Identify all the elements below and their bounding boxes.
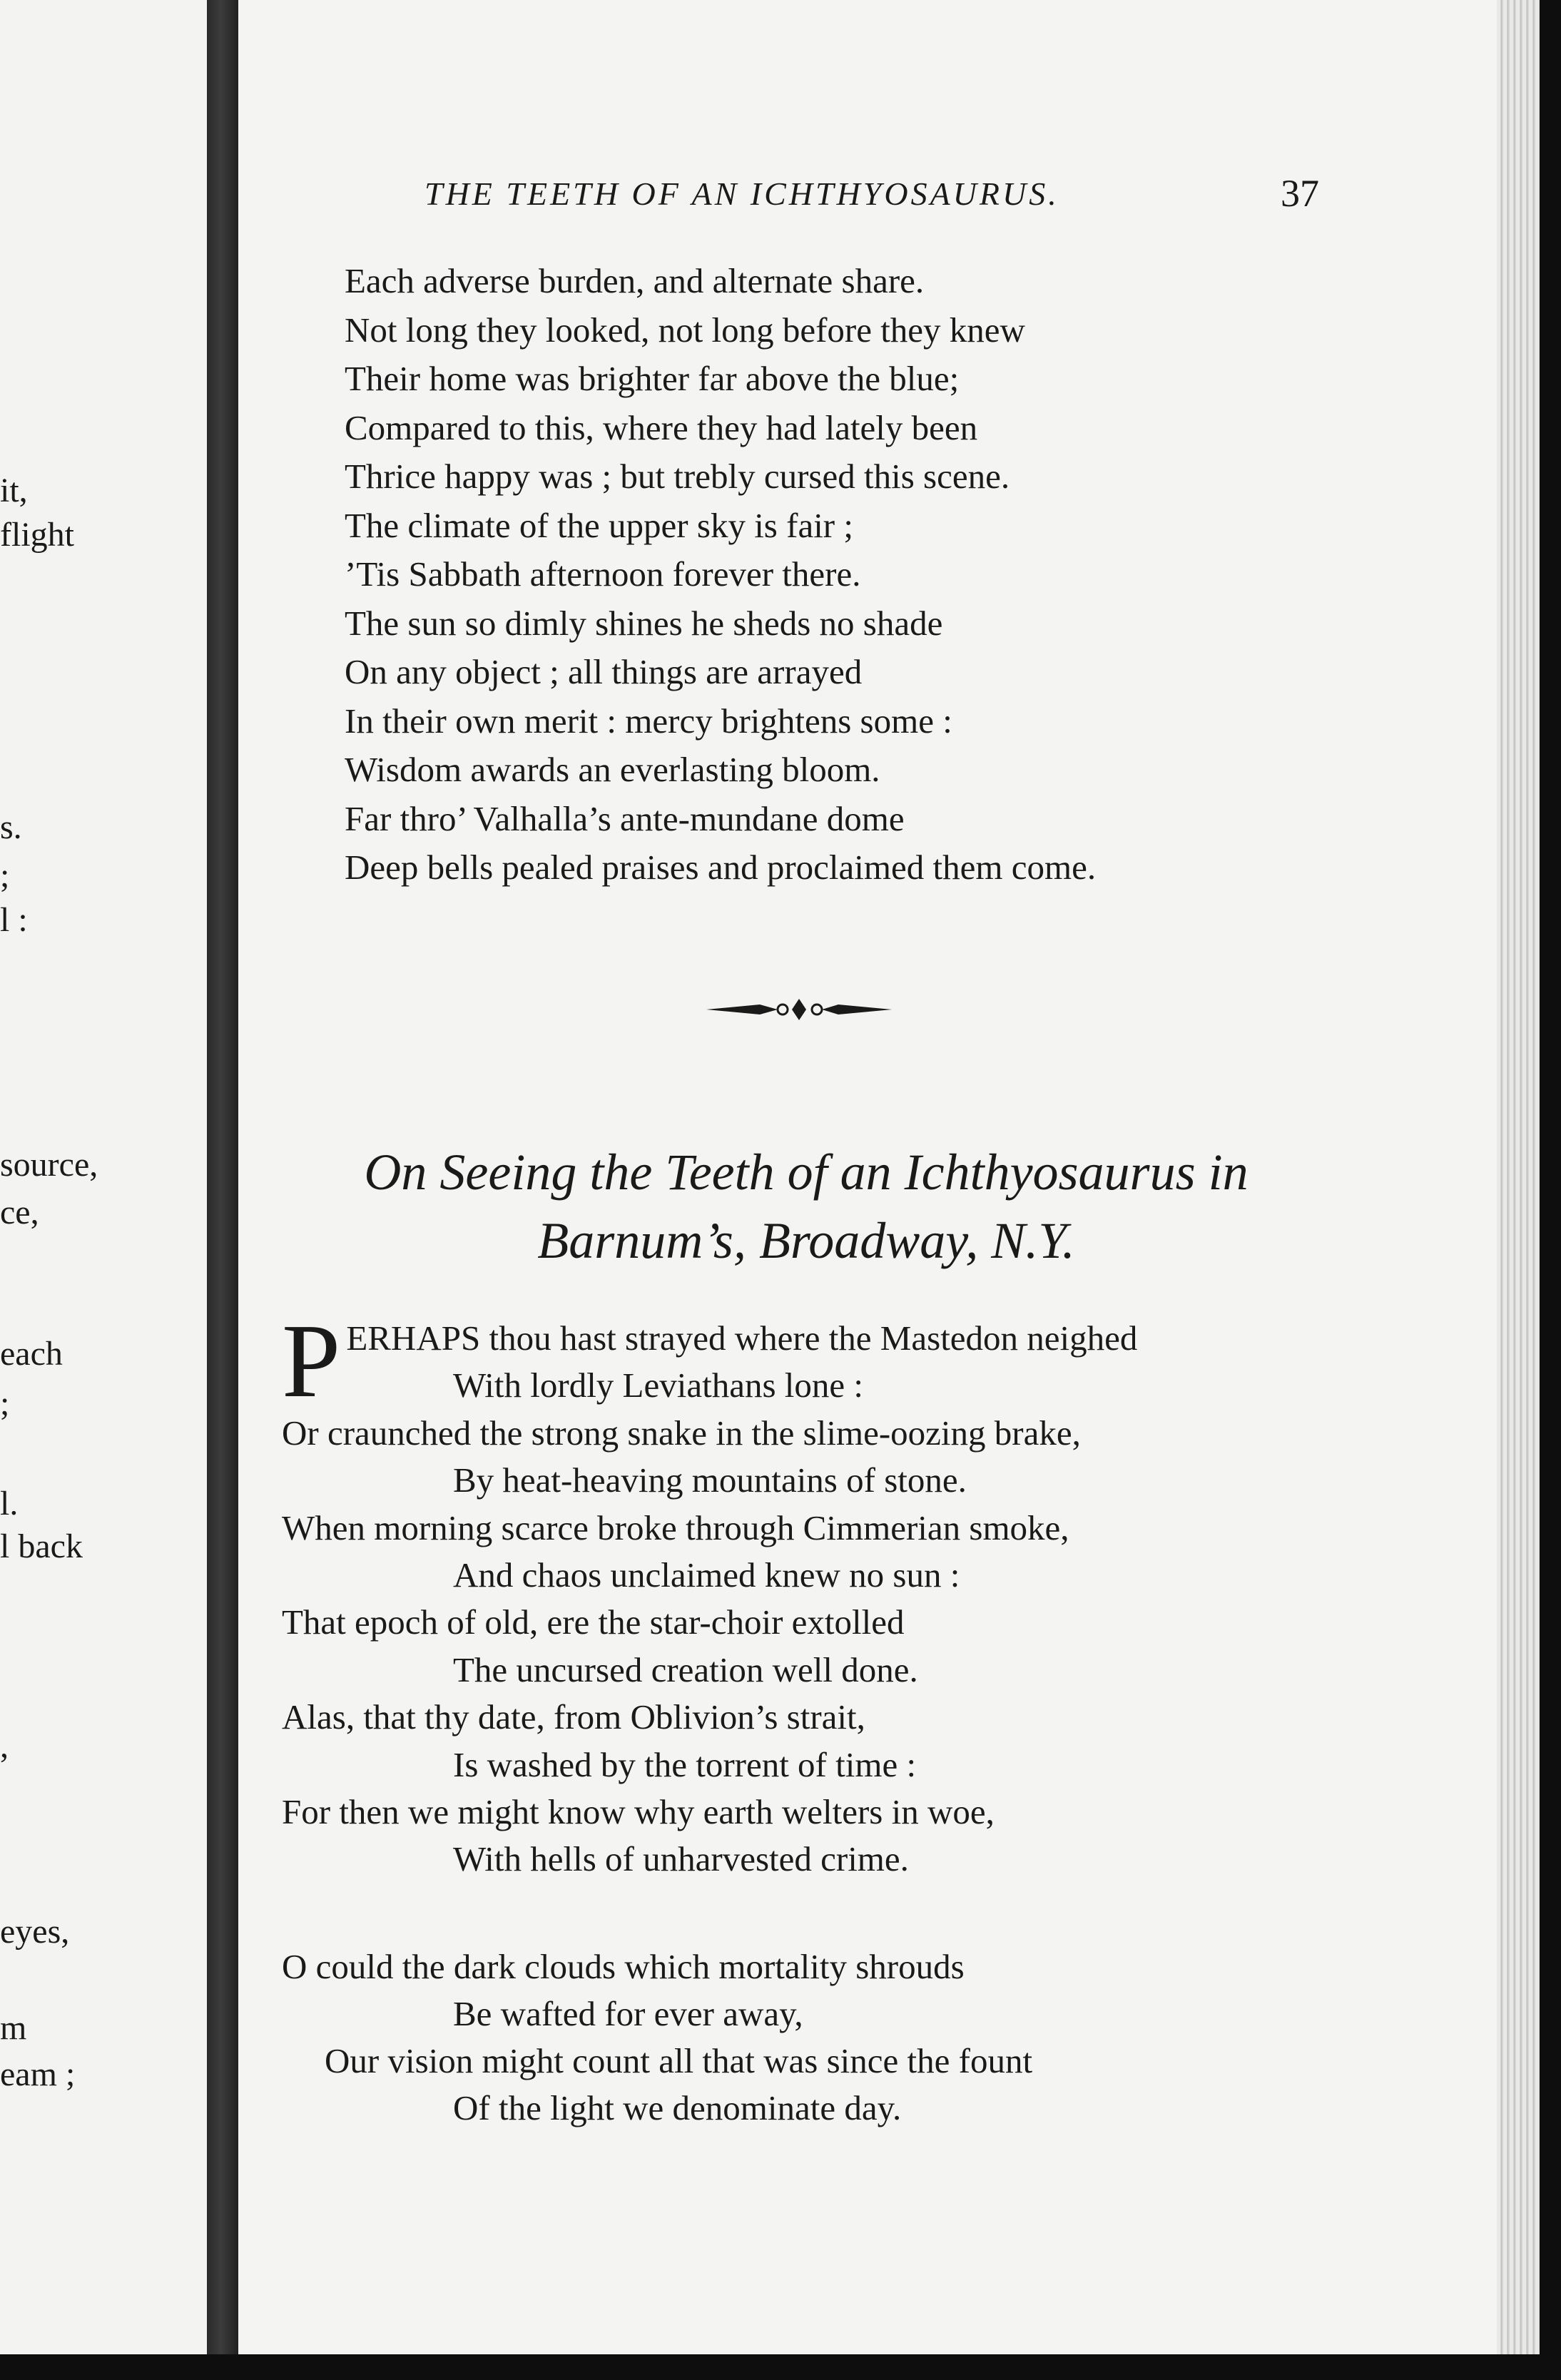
verse-line: With hells of unharvested crime. [453, 1839, 909, 1879]
scan-border [0, 2354, 1561, 2380]
verse-line: Is washed by the torrent of time : [453, 1744, 917, 1784]
left-page-text: eam ; [0, 2055, 76, 2093]
page-number: 37 [1281, 172, 1319, 215]
poem-stanza [282, 1943, 1032, 2132]
left-page-text: l back [0, 1527, 83, 1565]
poem-stanza-continued [345, 257, 1096, 892]
verse-line: For then we might know why earth welters in woe, [282, 1792, 995, 1832]
verse-line: Their home was brighter far above the blue; [345, 359, 960, 398]
verse-line: In their own merit : mercy brightens some : [345, 701, 952, 741]
verse-line: The sun so dimly shines he sheds no shade [345, 603, 943, 643]
book-gutter [207, 0, 238, 2354]
left-page-text: ; [0, 1385, 10, 1423]
verse-line: Thrice happy was ; but trebly cursed this scene. [345, 457, 1010, 496]
running-head: THE TEETH OF AN ICHTHYOSAURUS. [424, 176, 1059, 212]
poem-title [275, 1138, 1338, 1275]
poem-title-line: On Seeing the Teeth of an Ichthyosaurus in [364, 1144, 1249, 1201]
verse-line: Alas, that thy date, from Oblivion’s strait, [282, 1697, 865, 1737]
verse-line: With lordly Leviathans lone : [453, 1366, 864, 1405]
verse-line: Or craunched the strong snake in the slime-oozing brake, [282, 1413, 1081, 1453]
page-edges [1497, 0, 1540, 2354]
left-page-text: flight [0, 516, 74, 554]
verse-line: Of the light we denominate day. [453, 2088, 902, 2127]
left-page-text: l. [0, 1485, 19, 1522]
verse-line: Wisdom awards an everlasting bloom. [345, 750, 880, 789]
verse-line: ’Tis Sabbath afternoon forever there. [345, 554, 861, 594]
verse-line: That epoch of old, ere the star-choir extolled [282, 1602, 905, 1642]
verse-line: On any object ; all things are arrayed [345, 652, 863, 691]
first-line-text: ERHAPS thou hast strayed where the Mastedon neighed [346, 1318, 1138, 1358]
drop-cap: P [282, 1303, 341, 1420]
verse-line: Not long they looked, not long before they knew [345, 310, 1025, 350]
left-page-text: source, [0, 1146, 98, 1184]
left-page-text: l : [0, 901, 28, 939]
verse-line: When morning scarce broke through Cimmerian smoke, [282, 1507, 1069, 1547]
ornament-divider [703, 992, 895, 1027]
verse-line: The climate of the upper sky is fair ; [345, 505, 853, 545]
verse-line: Compared to this, where they had lately been [345, 407, 978, 447]
left-page-text: each [0, 1335, 63, 1373]
verse-line: Our vision might count all that was since the fount [325, 2041, 1033, 2080]
left-page-text: ce, [0, 1194, 39, 1231]
verse-line: Deep bells pealed praises and proclaimed them come. [345, 848, 1097, 887]
verse-line: The uncursed creation well done. [453, 1649, 918, 1689]
left-page-text: it, [0, 472, 28, 509]
verse-line: And chaos unclaimed knew no sun : [453, 1555, 960, 1595]
verse-line: By heat-heaving mountains of stone. [453, 1460, 967, 1500]
left-page-text: ; [0, 857, 10, 895]
left-page-fragment [0, 0, 207, 2354]
left-page-text: , [0, 1727, 9, 1765]
verse-line: Each adverse burden, and alternate share. [345, 261, 925, 300]
poem-stanza [282, 1303, 1138, 1883]
verse-line: O could the dark clouds which mortality shrouds [282, 1947, 965, 1986]
left-page-text: s. [0, 808, 22, 846]
poem-title-line: Barnum’s, Broadway, N.Y. [537, 1212, 1075, 1269]
left-page-text: eyes, [0, 1913, 70, 1951]
verse-line: Far thro’ Valhalla’s ante-mundane dome [345, 798, 905, 838]
left-page-text: m [0, 2009, 27, 2047]
verse-line: Be wafted for ever away, [453, 1994, 803, 2033]
